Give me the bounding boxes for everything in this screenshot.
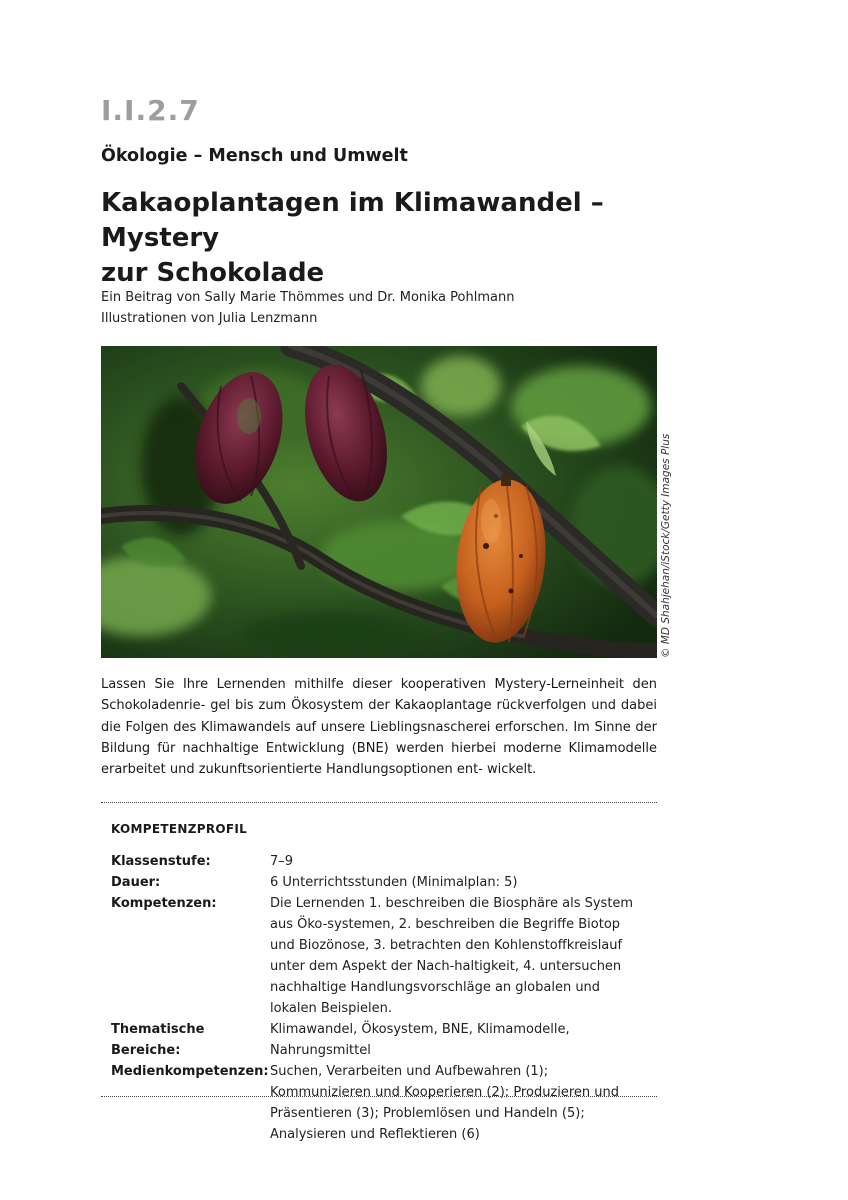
profile-row-topics — [111, 1019, 651, 1061]
intro-line-4: werden hierbei moderne Klimamodelle erarbeitet und zukunftsorientierte Handlungsoptionen ent- — [101, 740, 657, 778]
title-line-2: zur Schokolade — [101, 258, 325, 288]
intro-line-1: Lassen Sie Ihre Lernenden mithilfe dieser kooperativen Mystery-Lerneinheit den Schokoladenrie- — [101, 677, 657, 714]
credits — [101, 287, 514, 329]
profile-row-duration — [111, 872, 651, 893]
profile-heading: KOMPETENZPROFIL — [111, 822, 248, 836]
profile-value: Die Lernenden 1. beschreiben die Biosphäre als System aus Öko-systemen, 2. beschreiben die Begriffe Biotop und Biozönose, 3. betrachten den Kohlenstoffkreislauf unter dem Aspekt der Nach-haltigkeit, 4. untersuchen nachhaltige Handlungsvorschläge an globalen und lokalen Beispielen. — [270, 896, 634, 1016]
cacao-photo — [101, 346, 657, 658]
profile-label: Kompetenzen: — [111, 896, 217, 911]
page-title — [101, 186, 661, 291]
photo-credit: © MD Shahjehan/iStock/Getty Images Plus — [660, 433, 672, 658]
subject-subtitle: Ökologie – Mensch und Umwelt — [101, 146, 408, 166]
profile-value: Suchen, Verarbeiten und Aufbewahren (1); Kommunizieren und Kooperieren (2); Produzieren und Präsentieren (3); Problemlösen und Handeln (5); Analysieren und Reflektieren (6) — [270, 1064, 620, 1142]
profile-label: Thematische Bereiche: — [111, 1022, 205, 1058]
profile-row-grade — [111, 851, 651, 872]
intro-line-2: gel bis zum Ökosystem der Kakaoplantage rückverfolgen und dabei die Folgen des Klimawandels — [101, 698, 657, 735]
profile-value: 6 Unterrichtsstunden (Minimalplan: 5) — [270, 875, 518, 890]
section-code: I.I.2.7 — [101, 94, 200, 127]
profile-value: 7–9 — [270, 854, 294, 869]
title-line-1: Kakaoplantagen im Klimawandel – Mystery — [101, 188, 604, 253]
authors-credit: Ein Beitrag von Sally Marie Thömmes und Dr. Monika Pohlmann — [101, 290, 515, 305]
intro-line-3: auf unsere Lieblingsnascherei erforschen. Im Sinne der Bildung für nachhaltige Entwicklung (BNE) — [101, 719, 658, 756]
intro-paragraph — [101, 674, 657, 780]
intro-line-5: wickelt. — [487, 762, 537, 778]
profile-label: Dauer: — [111, 875, 161, 890]
profile-value: Klimawandel, Ökosystem, BNE, Klimamodelle, Nahrungsmittel — [270, 1022, 570, 1058]
profile-divider-top — [101, 802, 657, 803]
profile-label: Klassenstufe: — [111, 854, 211, 869]
profile-row-media — [111, 1061, 651, 1145]
competence-profile — [111, 851, 651, 1145]
profile-row-competences — [111, 893, 651, 1019]
profile-divider-bottom — [101, 1096, 657, 1097]
profile-label: Medienkompetenzen: — [111, 1064, 269, 1079]
illustrations-credit: Illustrationen von Julia Lenzmann — [101, 311, 318, 326]
